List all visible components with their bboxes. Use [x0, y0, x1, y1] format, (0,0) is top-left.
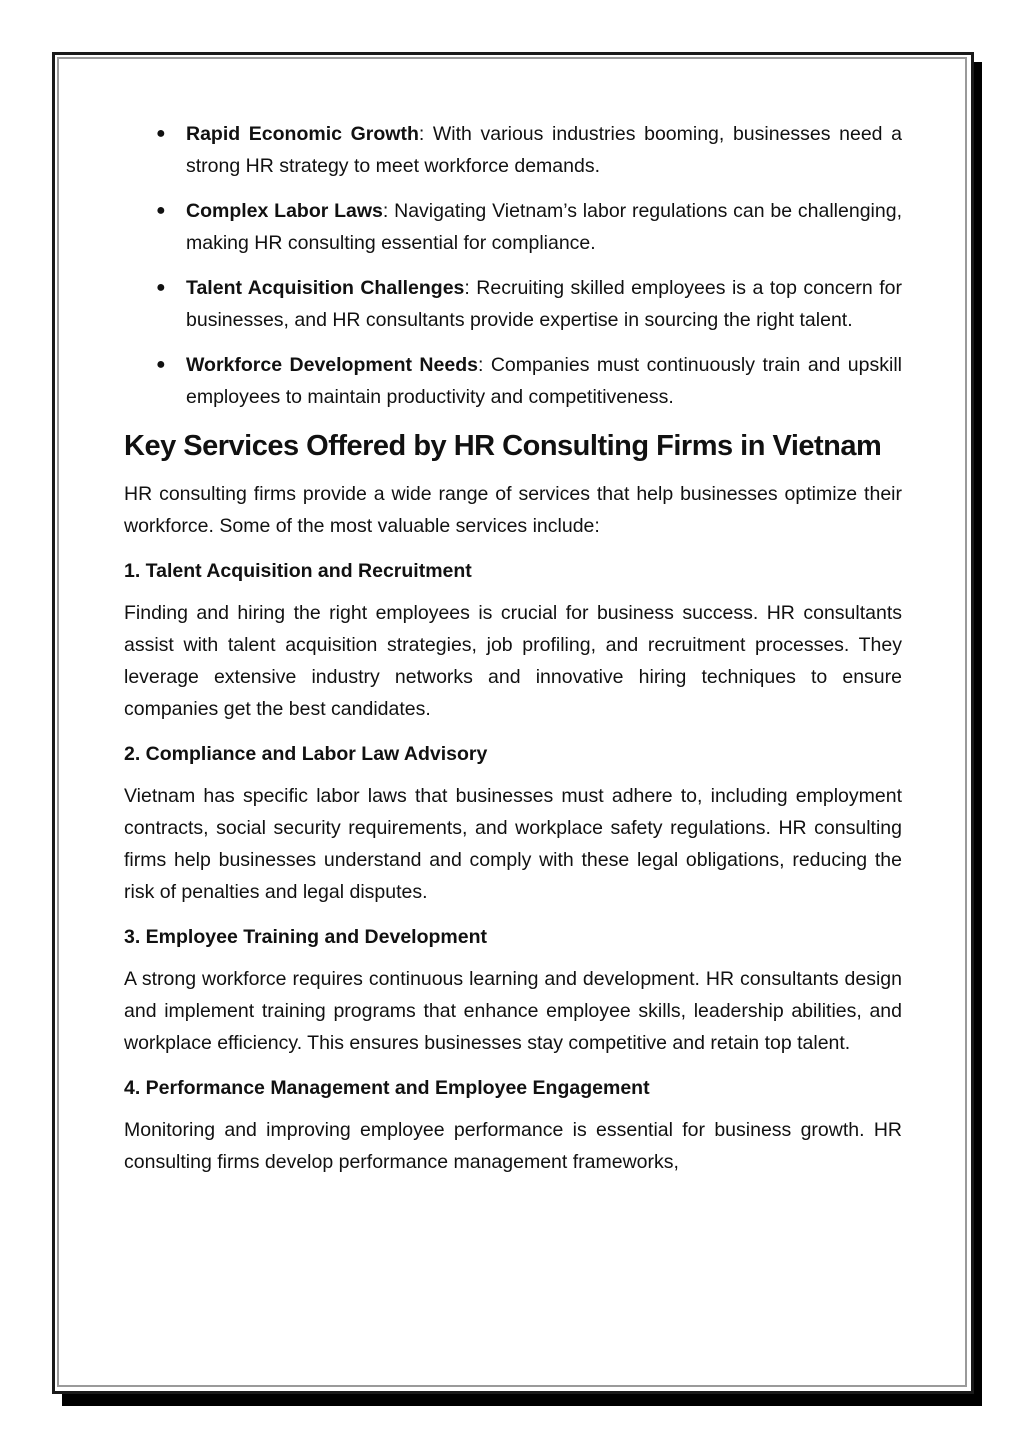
service-body: Finding and hiring the right employees is crucial for business success. HR consultants assist with talent acquisition strategies, job profiling, and recruitment processes. They leverage extensive industry networks and innovative hiring techniques to ensure companies get the best candidates. [124, 602, 902, 720]
bullet-list [124, 118, 902, 413]
bullet-dot-icon: ● [156, 202, 166, 219]
bullet-dot-icon: ● [156, 279, 166, 296]
bullet-text: : Navigating Vietnam’s labor regulations can be challenging, making HR consulting essential for compliance. [186, 200, 902, 254]
bullet-item [124, 195, 902, 259]
bullet-term: Workforce Development Needs [186, 354, 478, 376]
bullet-item [124, 349, 902, 413]
intro-paragraph: HR consulting firms provide a wide range of services that help businesses optimize their workforce. Some of the most valuable services include: [124, 483, 902, 537]
bullet-text: : Companies must continuously train and upskill employees to maintain productivity and competitiveness. [186, 354, 902, 408]
bullet-dot-icon: ● [156, 125, 166, 142]
document-content [124, 118, 902, 1191]
service-body: Monitoring and improving employee performance is essential for business growth. HR consulting firms develop performance management frameworks, [124, 1119, 902, 1173]
bullet-text: : With various industries booming, businesses need a strong HR strategy to meet workforce demands. [186, 123, 902, 177]
bullet-item [124, 118, 902, 182]
bullet-term: Talent Acquisition Challenges [186, 277, 465, 299]
bullet-term: Rapid Economic Growth [186, 123, 419, 145]
service-heading: 1. Talent Acquisition and Recruitment [124, 560, 472, 582]
service-heading: 4. Performance Management and Employee Engagement [124, 1077, 650, 1099]
service-body: A strong workforce requires continuous learning and development. HR consultants design and implement training programs that enhance employee skills, leadership abilities, and workplace efficiency. This ensures businesses stay competitive and retain top talent. [124, 968, 902, 1054]
bullet-dot-icon: ● [156, 356, 166, 373]
service-heading: 3. Employee Training and Development [124, 926, 488, 948]
service-body: Vietnam has specific labor laws that businesses must adhere to, including employment contracts, social security requirements, and workplace safety regulations. HR consulting firms help businesses understand and comply with these legal obligations, reducing the risk of penalties and legal disputes. [124, 785, 902, 903]
bullet-term: Complex Labor Laws [186, 200, 383, 222]
bullet-text: : Recruiting skilled employees is a top concern for businesses, and HR consultants provide expertise in sourcing the right talent. [186, 277, 902, 331]
bullet-item [124, 272, 902, 336]
service-heading: 2. Compliance and Labor Law Advisory [124, 743, 488, 765]
section-title: Key Services Offered by HR Consulting Firms in Vietnam [124, 430, 882, 462]
